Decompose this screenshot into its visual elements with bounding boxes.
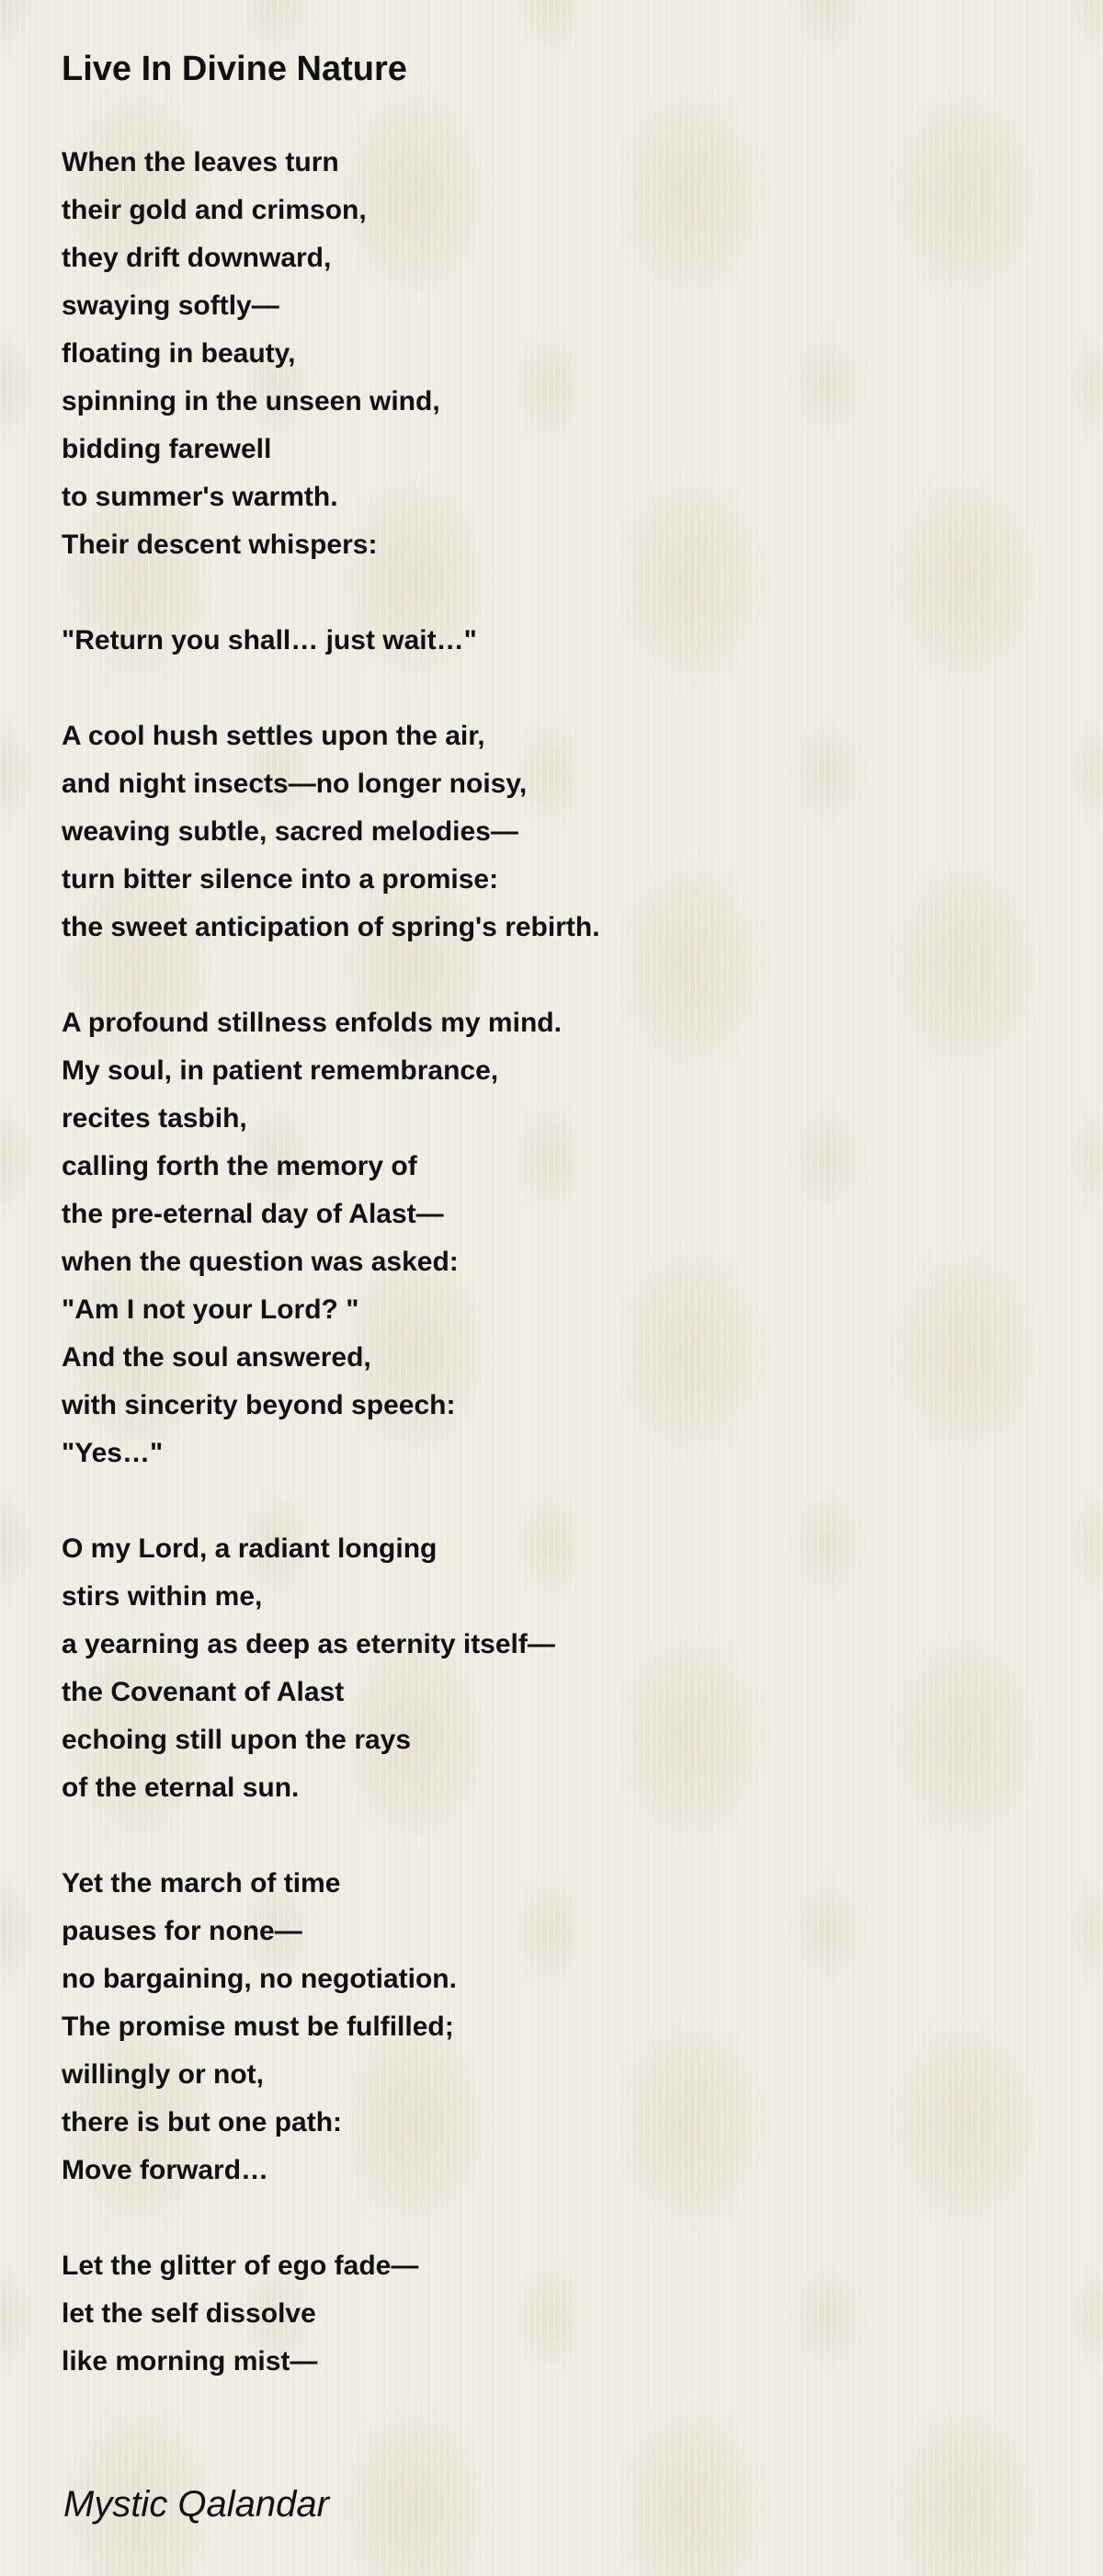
poem-line: Yet the march of time bbox=[62, 1868, 341, 1898]
poem-line: a yearning as deep as eternity itself— bbox=[62, 1629, 555, 1659]
poem-line: Move forward… bbox=[62, 2155, 269, 2185]
poem-line: there is but one path: bbox=[62, 2107, 343, 2137]
poem-line: turn bitter silence into a promise: bbox=[62, 864, 499, 895]
poem-line: echoing still upon the rays bbox=[62, 1725, 412, 1755]
poem-line: when the question was asked: bbox=[62, 1247, 459, 1277]
poem-line: the sweet anticipation of spring's rebirth. bbox=[62, 912, 600, 942]
poem-line: "Yes…" bbox=[62, 1438, 164, 1468]
poem-line: A cool hush settles upon the air, bbox=[62, 721, 485, 751]
poem-line: And the soul answered, bbox=[62, 1342, 371, 1373]
poem-line: My soul, in patient remembrance, bbox=[62, 1055, 499, 1086]
poem-line: Let the glitter of ego fade— bbox=[62, 2251, 419, 2281]
poem-line: let the self dissolve bbox=[62, 2298, 316, 2329]
poem-line: Their descent whispers: bbox=[62, 530, 378, 560]
poem-line: to summer's warmth. bbox=[62, 482, 338, 512]
poem-line: swaying softly— bbox=[62, 291, 279, 321]
poem-line: the pre-eternal day of Alast— bbox=[62, 1199, 444, 1229]
poem-line: calling forth the memory of bbox=[62, 1151, 417, 1181]
poem-line: recites tasbih, bbox=[62, 1103, 247, 1134]
poem-title: Live In Divine Nature bbox=[62, 50, 407, 88]
poem-line: bidding farewell bbox=[62, 434, 272, 464]
stanza-break bbox=[62, 1477, 1054, 1525]
poem-line: with sincerity beyond speech: bbox=[62, 1390, 456, 1420]
poem-line: floating in beauty, bbox=[62, 338, 296, 369]
poem-line: like morning mist— bbox=[62, 2346, 318, 2377]
poem-line: When the leaves turn bbox=[62, 147, 339, 177]
poem-line: weaving subtle, sacred melodies— bbox=[62, 816, 518, 847]
poem-line: no bargaining, no negotiation. bbox=[62, 1964, 457, 1994]
stanza-break bbox=[62, 2194, 1054, 2242]
stanza-break bbox=[62, 665, 1054, 712]
poem-line: stirs within me, bbox=[62, 1581, 263, 1612]
poem-line: their gold and crimson, bbox=[62, 195, 367, 225]
poem-line: the Covenant of Alast bbox=[62, 1677, 345, 1707]
poem-line: and night insects—no longer noisy, bbox=[62, 769, 528, 799]
stanza-break bbox=[62, 952, 1054, 999]
poem-line: A profound stillness enfolds my mind. bbox=[62, 1008, 562, 1038]
poem-author: Mystic Qalandar bbox=[63, 2484, 329, 2525]
poem-line: O my Lord, a radiant longing bbox=[62, 1533, 438, 1564]
poem-line: spinning in the unseen wind, bbox=[62, 386, 440, 416]
poem-body bbox=[62, 139, 1054, 2386]
poem-line: pauses for none— bbox=[62, 1916, 302, 1946]
poem-line: of the eternal sun. bbox=[62, 1772, 300, 1803]
stanza-break bbox=[62, 569, 1054, 617]
poem-line: willingly or not, bbox=[62, 2059, 264, 2090]
poem-line: The promise must be fulfilled; bbox=[62, 2012, 454, 2042]
poem-line: "Am I not your Lord? " bbox=[62, 1294, 359, 1325]
stanza-break bbox=[62, 1812, 1054, 1860]
poem-line: they drift downward, bbox=[62, 243, 332, 273]
poem-line: "Return you shall… just wait…" bbox=[62, 625, 477, 655]
